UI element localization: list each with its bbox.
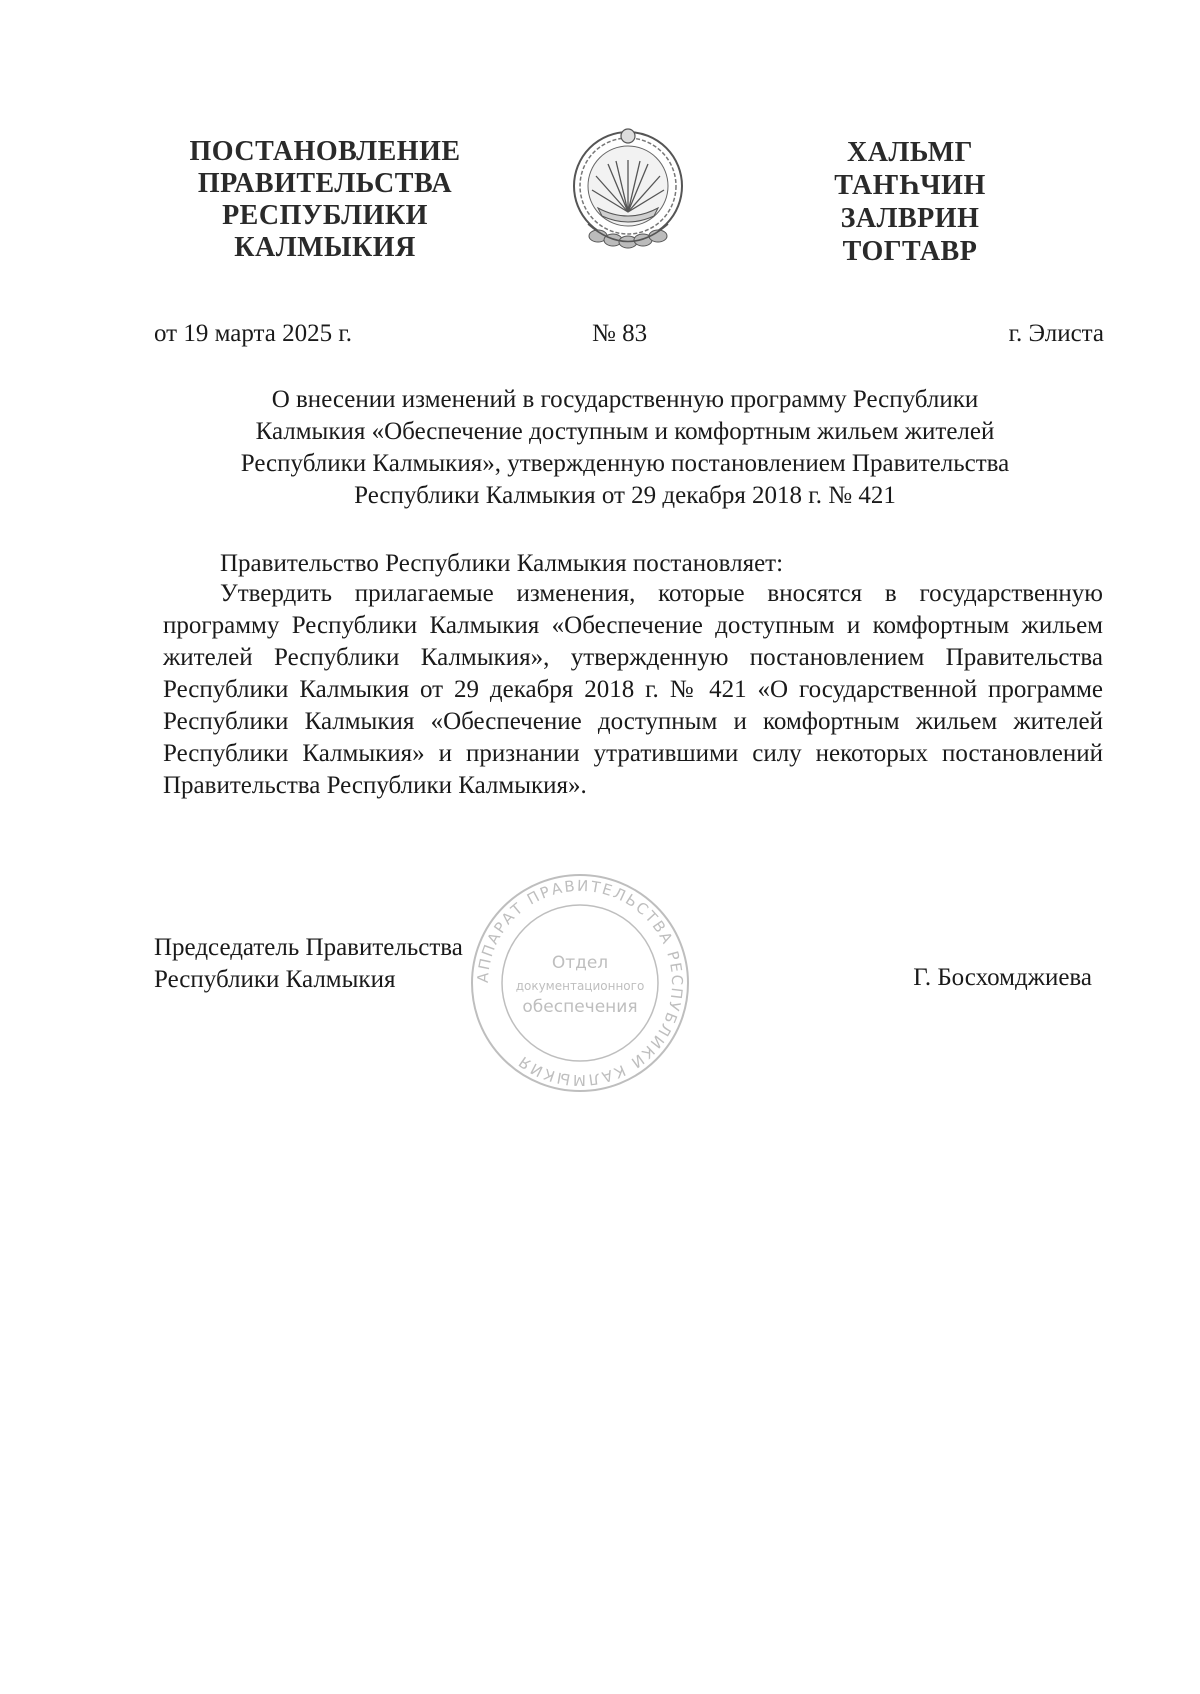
preamble: Правительство Республики Калмыкия постановляет: <box>220 550 784 577</box>
signatory-position-line: Республики Калмыкия <box>154 966 396 993</box>
body-paragraph: Утвердить прилагаемые изменения, которые вносятся в государственную программу Республики Калмыкия «Обеспечение доступным и комфортным жильем жителей Республики Калмыкия», утвержденную постановлением Правительства Республики Калмыкия от 29 декабря 2018 г. № 421 «О государственной программе Республики Калмыкия «Обеспечение доступным и комфортным жильем жителей Республики Калмыкия» и признании утратившими силу некоторых постановлений Правительства Республики Калмыкия». <box>163 580 1103 799</box>
stamp-inner-line: Отдел <box>551 953 609 973</box>
header-left-title <box>160 136 490 264</box>
header-right-line: ХАЛЬМГ <box>847 137 973 168</box>
document-date: от 19 марта 2025 г. <box>154 320 353 347</box>
coat-of-arms-icon <box>568 124 688 274</box>
header-right-line: ТОГТАВР <box>842 236 978 267</box>
title-line: Республики Калмыкия от 29 декабря 2018 г. № 421 <box>354 482 896 509</box>
stamp-outer-text: АППАРАТ ПРАВИТЕЛЬСТВА РЕСПУБЛИКИ КАЛМЫКИЯ <box>473 876 687 1090</box>
document-number: № 83 <box>592 320 648 347</box>
header-left-line: КАЛМЫКИЯ <box>234 232 416 263</box>
header-right-title <box>810 136 1010 268</box>
document-city: г. Элиста <box>1008 320 1104 347</box>
stamp-inner-line: обеспечения <box>522 997 638 1017</box>
header-left-line: РЕСПУБЛИКИ <box>222 200 428 231</box>
document-title <box>150 384 1100 512</box>
header-right-line: ТАҤҺЧИН <box>834 170 986 201</box>
header-left-line: ПОСТАНОВЛЕНИЕ <box>189 136 461 167</box>
signatory-name: Г. Босхомджиева <box>913 964 1092 991</box>
stamp-inner-line: документационного <box>515 979 645 993</box>
header-right-line: ЗАЛВРИН <box>840 203 980 234</box>
stamp-icon <box>465 868 695 1098</box>
title-line: Республики Калмыкия», утвержденную постановлением Правительства <box>240 450 1010 477</box>
title-line: О внесении изменений в государственную программу Республики <box>271 386 979 413</box>
title-line: Калмыкия «Обеспечение доступным и комфортным жильем жителей <box>255 418 995 445</box>
signatory-position-line: Председатель Правительства <box>154 934 463 961</box>
header-left-line: ПРАВИТЕЛЬСТВА <box>197 168 453 199</box>
signatory-position <box>154 932 463 996</box>
